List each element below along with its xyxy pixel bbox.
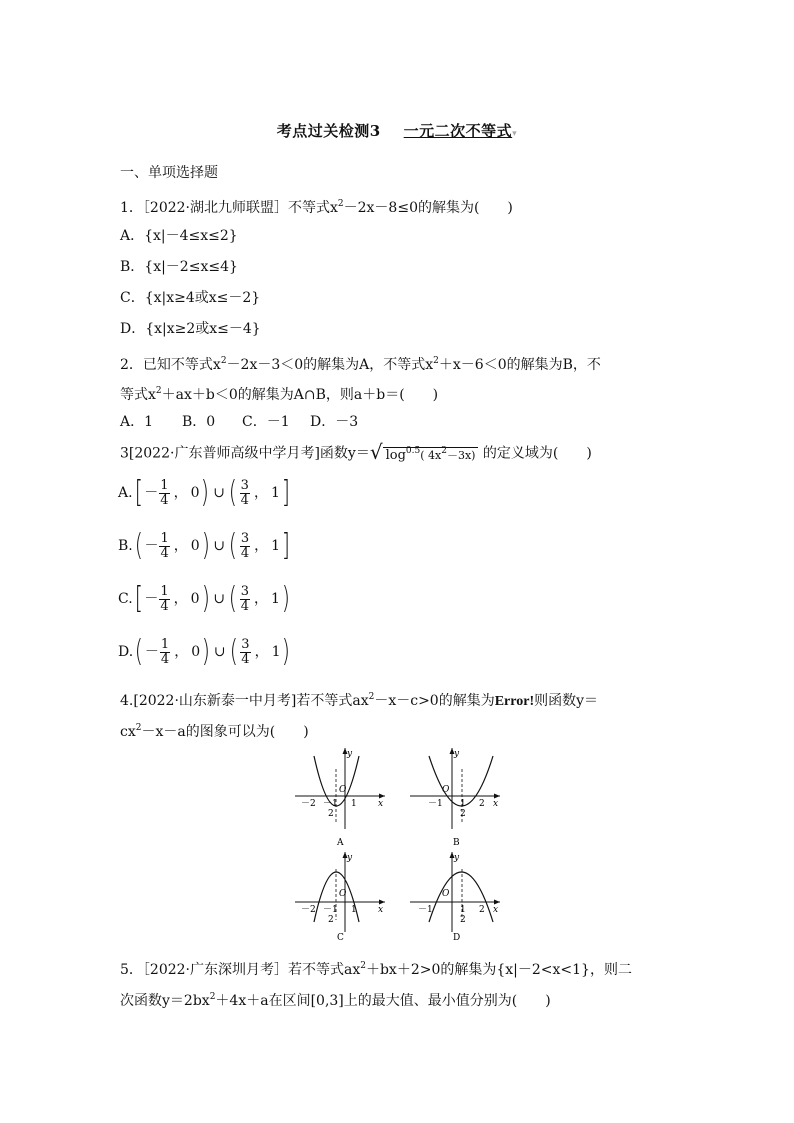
graph-b-x-label: x — [493, 799, 499, 809]
graph-a-origin: O — [339, 785, 347, 795]
q2-option-b: B．0 — [182, 414, 216, 430]
q1-option-d: D．{x|x≥2或x≤－4} — [120, 321, 261, 337]
q5-stem-line2: 次函数$y=2bx^2+4x+a$在区间[0,3]上的最大值、最小值分别为( ) — [120, 992, 551, 1009]
title-prefix: 考点过关检测3 — [276, 122, 381, 140]
q1-option-b: B．{x|－2≤x≤4} — [120, 259, 238, 275]
graph-a-label: A — [337, 838, 344, 848]
section-heading: 一、单项选择题 — [120, 165, 218, 181]
q2-option-d: D．－3 — [310, 414, 359, 430]
graph-b-tick-4: 2 — [460, 809, 466, 819]
graph-a-tick-2: －1 — [323, 799, 338, 809]
q4-graphs-figure — [290, 744, 510, 944]
graph-d-label: D — [453, 933, 461, 943]
graph-c-x-label: x — [378, 905, 384, 915]
graph-c — [295, 852, 385, 943]
graph-c-tick-2: －1 — [323, 905, 338, 915]
graph-b-label: B — [453, 838, 460, 848]
graph-b-y-label: y — [454, 749, 460, 759]
dropdown-marker-icon[interactable]: ▾ — [512, 129, 518, 139]
q3-option-d: D. ( － $\frac{1}{4}$ ， 0 ) ∪ ( $\frac{3}{4}$ ， 1 ) — [118, 634, 291, 669]
graph-c-tick-4: 2 — [328, 915, 334, 925]
graph-a — [295, 748, 385, 848]
graph-d-y-label: y — [454, 853, 460, 863]
q2-stem-line1: 2．已知不等式$x^2-2x-3<0$的解集为A，不等式$x^2+x-6<0$的解集为B，不 — [120, 356, 601, 373]
graph-d-tick-1: －1 — [418, 905, 433, 915]
q2-stem-line2: 等式$x^2+ax+b<0$的解集为A∩B，则a＋b＝( ) — [120, 386, 439, 403]
graph-c-label: C — [337, 933, 344, 943]
graph-c-origin: O — [339, 889, 347, 899]
title-main: 一元二次不等式 — [403, 122, 513, 140]
graph-a-tick-1: －2 — [301, 799, 316, 809]
graph-d — [410, 852, 500, 943]
q4-stem-line2: $cx^2-x-a$的图象可以为( ) — [120, 723, 309, 740]
graph-a-y-label: y — [347, 749, 353, 759]
sqrt-expression: √ $\log^{0.5}$( $4x^2-3x$) — [370, 442, 479, 465]
graph-a-x-label: x — [378, 799, 384, 809]
q3-option-b: B. ( － $\frac{1}{4}$ ， 0 ) ∪ ( $\frac{3}{4}$ ， 1 ] — [118, 528, 291, 563]
graph-d-x-label: x — [493, 905, 499, 915]
graph-c-tick-3: 1 — [351, 905, 357, 915]
graph-b-tick-1: －1 — [428, 799, 443, 809]
q3-option-c: C. [ － $\frac{1}{4}$ ， 0 ) ∪ ( $\frac{3}{4}$ ， 1 ) — [118, 581, 290, 616]
q5-stem-line1: 5．［2022·广东深圳月考］若不等式$ax^2+bx+2>0$的解集为{x|－2<x<1}，则二 — [120, 961, 632, 978]
q4-stem-line1: 4.[2022·山东新泰一中月考]若不等式$ax^2-x-c>0$的解集为Error!则函数y＝ — [120, 692, 599, 709]
q1-option-c: C．{x|x≥4或x≤－2} — [120, 290, 261, 306]
q3-stem: 3[2022·广东普师高级中学月考]函数y＝√ $\log^{0.5}$( $4x^2-3x$) 的定义域为( ) — [120, 440, 592, 464]
q1-stem: 1．［2022·湖北九师联盟］不等式$x^2-2x-8\le 0$的解集为( ) — [120, 199, 513, 216]
graph-a-tick-3: 1 — [351, 799, 357, 809]
q2-options — [120, 413, 358, 431]
q2-option-c: C．－1 — [242, 414, 290, 430]
graph-d-tick-3: 2 — [479, 905, 485, 915]
graph-d-origin: O — [442, 889, 450, 899]
graph-c-y-label: y — [347, 853, 353, 863]
graph-d-tick-4: 2 — [460, 915, 466, 925]
page-title — [0, 120, 794, 141]
q1-option-a: A．{x|－4≤x≤2} — [120, 228, 238, 244]
graph-b — [410, 748, 500, 848]
q2-option-a: A．1 — [120, 414, 154, 430]
graph-c-tick-1: －2 — [301, 905, 316, 915]
graph-d-tick-2: 1 — [460, 905, 466, 915]
q3-option-a: A. [ － $\frac{1}{4}$ ， 0 ) ∪ ( $\frac{3}{4}$ ， 1 ] — [118, 475, 290, 510]
graph-b-tick-2: 1 — [460, 799, 466, 809]
graph-b-tick-3: 2 — [479, 799, 485, 809]
graph-b-origin: O — [442, 785, 450, 795]
graph-a-tick-4: 2 — [328, 809, 334, 819]
